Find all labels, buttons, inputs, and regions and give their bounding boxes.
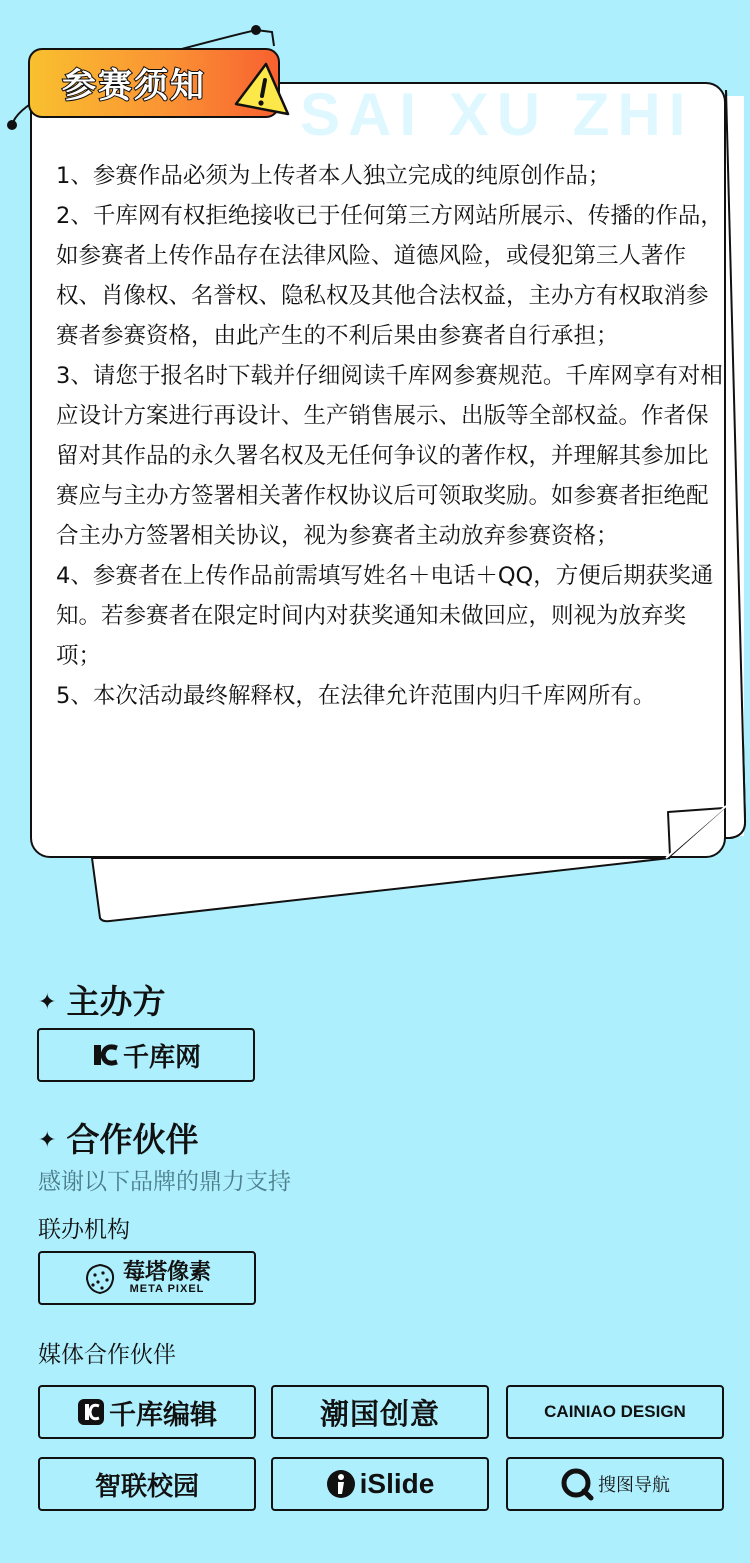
rule-item: 1、参赛作品必须为上传者本人独立完成的纯原创作品； — [56, 163, 611, 189]
co-organizer-label: 联办机构 — [38, 1217, 130, 1243]
sotu-logo-icon — [560, 1467, 594, 1501]
rule-item: 5、本次活动最终解释权，在法律允许范围内归千库网所有。 — [56, 683, 656, 709]
warning-icon — [232, 58, 292, 120]
rule-item: 4、参赛者在上传作品前需填写姓名＋电话＋QQ，方便后期获奖通知。若参赛者在限定时间内对获奖通知未做回应，则视为放弃奖项； — [56, 563, 714, 669]
rule-item: 2、千库网有权拒绝接收已于任何第三方网站所展示、传播的作品，如参赛者上传作品存在法律风险、道德风险，或侵犯第三人著作权、肖像权、名誉权、隐私权及其他合法权益，主办方有权取消参赛者参赛资格，由此产生的不利后果由参赛者自行承担； — [56, 203, 723, 349]
qianku-logo-icon — [91, 1042, 119, 1068]
watermark-text: SAI XU ZHI — [300, 81, 694, 148]
star-bullet-icon: ✦ — [38, 1128, 57, 1153]
media-logo-cainiao[interactable]: CAINIAO DESIGN — [506, 1385, 724, 1439]
strawberry-icon — [83, 1261, 117, 1295]
media-logo-sotu[interactable]: 搜图导航 — [506, 1457, 724, 1511]
organizer-heading: ✦ 主办方 — [38, 982, 166, 1021]
media-logo-qianku-bianji[interactable]: 千库编辑 — [38, 1385, 256, 1439]
organizer-logo[interactable]: 千库网 — [37, 1028, 255, 1082]
notice-title: 参赛须知 — [62, 66, 206, 106]
star-bullet-icon: ✦ — [38, 990, 57, 1015]
media-logo-chaoguo[interactable]: 潮国创意 — [271, 1385, 489, 1439]
media-logo-zhilian[interactable]: 智联校园 — [38, 1457, 256, 1511]
folded-corner — [664, 802, 728, 860]
partners-thanks: 感谢以下品牌的鼎力支持 — [38, 1169, 291, 1195]
qianku-logo-icon — [77, 1398, 105, 1426]
media-logo-islide[interactable]: iSlide — [271, 1457, 489, 1511]
meta-pixel-logo[interactable]: 莓塔像素 META PIXEL — [38, 1251, 256, 1305]
islide-logo-icon — [326, 1469, 356, 1499]
partners-heading: ✦ 合作伙伴 — [38, 1120, 199, 1159]
rule-item: 3、请您于报名时下载并仔细阅读千库网参赛规范。千库网享有对相应设计方案进行再设计、生产销售展示、出版等全部权益。作者保留对其作品的永久署名权及无任何争议的著作权，并理解其参加比赛应与主办方签署相关著作权协议后可领取奖励。如参赛者拒绝配合主办方签署相关协议，视为参赛者主动放弃参赛资格； — [56, 363, 723, 549]
media-partners-label: 媒体合作伙伴 — [38, 1342, 176, 1368]
rules-list — [56, 156, 726, 716]
